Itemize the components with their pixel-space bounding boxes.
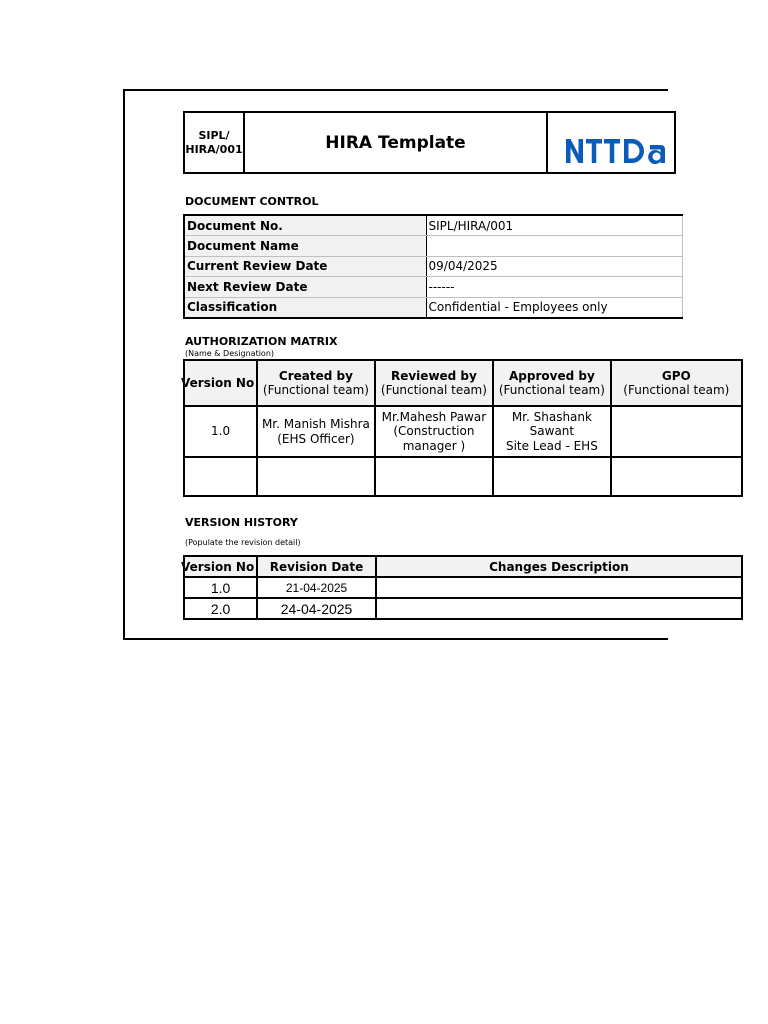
doc-no-label: Document No. <box>184 215 426 236</box>
current-review-value: 09/04/2025 <box>426 256 683 277</box>
vh-header-changes: Changes Description <box>376 556 742 577</box>
am-header-reviewed <box>375 360 494 406</box>
ntt-data-logo-icon <box>566 137 696 165</box>
version-history-title: VERSION HISTORY <box>185 516 298 529</box>
am-reviewed-name: Mr.Mahesh Pawar <box>381 409 487 424</box>
am-version-cell: 1.0 <box>184 406 257 457</box>
vh-version-cell: 1.0 <box>184 577 257 598</box>
ntt-data-logo <box>546 111 676 174</box>
table-row <box>184 406 742 457</box>
am-reviewed-role-2: manager ) <box>402 438 466 453</box>
am-empty-cell <box>611 457 742 496</box>
am-reviewed-cell <box>375 406 494 457</box>
am-header-version-label: Version No <box>181 375 255 390</box>
am-header-gpo-label: GPO <box>661 368 691 383</box>
am-header-approved <box>493 360 610 406</box>
am-header-approved-label: Approved by <box>509 368 595 383</box>
vh-date-cell: 24-04-2025 <box>257 598 376 619</box>
am-approved-cell <box>493 406 610 457</box>
version-history-note: (Populate the revision detail) <box>185 538 301 547</box>
am-gpo-cell <box>611 406 742 457</box>
am-created-cell <box>257 406 374 457</box>
table-row <box>184 457 742 496</box>
am-empty-cell <box>184 457 257 496</box>
doc-name-value <box>426 236 683 257</box>
vh-header-version-label: Version No <box>181 559 255 574</box>
am-approved-name-2: Sawant <box>529 424 575 439</box>
am-empty-cell <box>493 457 610 496</box>
am-header-gpo <box>611 360 742 406</box>
table-header-row <box>184 556 742 577</box>
table-header-row <box>184 360 742 406</box>
document-code-line2: HIRA/001 <box>185 142 243 156</box>
vh-version-cell: 2.0 <box>184 598 257 619</box>
table-row <box>184 277 683 298</box>
next-review-value: ------ <box>426 277 683 298</box>
vh-changes-cell <box>376 577 742 598</box>
table-row <box>184 215 683 236</box>
am-header-approved-sub: (Functional team) <box>498 383 605 397</box>
am-approved-role: Site Lead - EHS <box>505 438 598 453</box>
am-created-name: Mr. Manish Mishra <box>261 417 370 431</box>
document-code <box>183 111 245 174</box>
doc-no-value: SIPL/HIRA/001 <box>426 215 683 236</box>
current-review-label: Current Review Date <box>184 256 426 277</box>
am-empty-cell <box>257 457 374 496</box>
next-review-label: Next Review Date <box>184 277 426 298</box>
authorization-matrix-table <box>183 359 743 497</box>
authorization-matrix-note: (Name & Designation) <box>185 349 275 358</box>
vh-header-date: Revision Date <box>257 556 376 577</box>
authorization-matrix-title: AUTHORIZATION MATRIX <box>185 335 338 348</box>
classification-label: Classification <box>184 297 426 318</box>
am-created-role: (EHS Officer) <box>277 431 355 446</box>
vh-header-version <box>181 556 257 577</box>
document-code-line1: SIPL/ <box>198 128 230 142</box>
am-approved-name-1: Mr. Shashank <box>511 409 592 424</box>
classification-value: Confidential - Employees only <box>426 297 683 318</box>
vh-date-cell: 21-04-2025 <box>257 577 376 598</box>
table-row <box>184 256 683 277</box>
document-control-title: DOCUMENT CONTROL <box>185 195 319 208</box>
table-row <box>184 577 742 598</box>
am-empty-cell <box>375 457 494 496</box>
am-header-gpo-sub: (Functional team) <box>623 383 730 397</box>
am-header-created-sub: (Functional team) <box>262 383 369 397</box>
am-header-reviewed-sub: (Functional team) <box>380 383 487 397</box>
document-control-table <box>183 214 683 319</box>
table-row <box>184 236 683 257</box>
table-row <box>184 297 683 318</box>
doc-name-label: Document Name <box>184 236 426 257</box>
table-row <box>184 598 742 619</box>
am-header-reviewed-label: Reviewed by <box>390 368 477 383</box>
am-header-created <box>257 360 374 406</box>
page-title: HIRA Template <box>243 111 548 174</box>
am-reviewed-role-1: (Construction <box>393 424 475 439</box>
version-history-table <box>183 555 743 620</box>
am-header-created-label: Created by <box>278 368 353 383</box>
vh-changes-cell <box>376 598 742 619</box>
am-header-version <box>181 360 257 406</box>
